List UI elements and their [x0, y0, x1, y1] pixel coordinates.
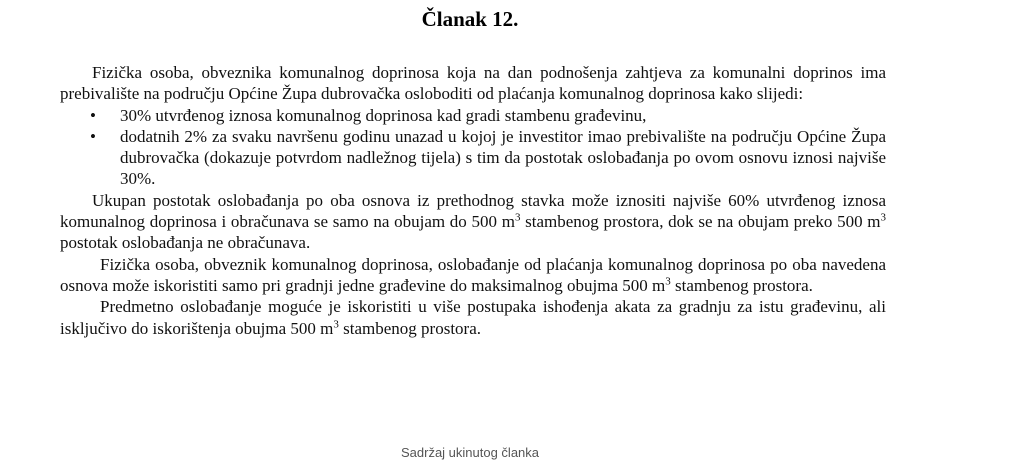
paragraph-3: [60, 254, 886, 297]
paragraph-2-part-a: Ukupan postotak oslobađanja po oba osnova iz prethodnog stavka može iznositi najviše 60% utvrđenog iznosa komunalnog doprinosa i obračunava se samo na obujam do 500 m: [60, 190, 886, 232]
superscript: 3: [665, 275, 671, 288]
article-title: Članak 12.: [421, 7, 519, 31]
paragraph-4-part-a: Predmetno oslobađanje moguće je iskoristiti u više postupaka ishođenja akata za gradnju za istu građevinu, ali isključivo do iskorištenja obujma 500 m: [60, 297, 886, 338]
bullet-item-1: [60, 105, 886, 126]
paragraph-4: [60, 296, 886, 339]
bullet-list: [60, 105, 886, 190]
bullet-item-2: [60, 126, 886, 190]
paragraph-2: [60, 190, 886, 254]
bullet-icon: •: [90, 105, 96, 125]
paragraph-2-part-b: stambenog prostora, dok se na obujam preko 500 m: [520, 212, 881, 232]
paragraph-3-part-a: Fizička osoba, obveznik komunalnog doprinosa, oslobađanje od plaćanja komunalnog doprinosa po oba navedena osnova može iskoristiti samo pri gradnji jedne građevine do maksimalnog obujma 500 m: [60, 254, 886, 295]
superscript: 3: [514, 211, 521, 224]
paragraph-3-part-b: stambenog prostora.: [670, 275, 813, 295]
bullet-item-text: dodatnih 2% za svaku navršenu godinu unazad u kojoj je investitor imao prebivalište na području Općine Župa dubrovačka (dokazuje potvrdom nadležnog tijela) s tim da postotak oslobađanja po ovom osnovu iznosi najviše 30%.: [120, 126, 886, 189]
paragraph-2-part-c: postotak oslobađanja ne obračunava.: [60, 233, 311, 253]
bullet-item-text: 30% utvrđenog iznosa komunalnog doprinosa kad gradi stambenu građevinu,: [120, 105, 647, 125]
article-body: [60, 62, 886, 339]
image-caption: Sadržaj ukinutog članka: [400, 445, 540, 460]
bullet-icon: •: [90, 126, 96, 146]
paragraph-4-part-b: stambenog prostora.: [338, 318, 482, 338]
superscript: 3: [333, 317, 339, 330]
superscript: 3: [880, 211, 886, 224]
paragraph-1: Fizička osoba, obveznika komunalnog doprinosa koja na dan podnošenja zahtjeva za komunalni doprinos ima prebivalište na području Općine Župa dubrovačka osloboditi od plaćanja komunalnog doprinosa kako slijedi:: [60, 63, 886, 104]
